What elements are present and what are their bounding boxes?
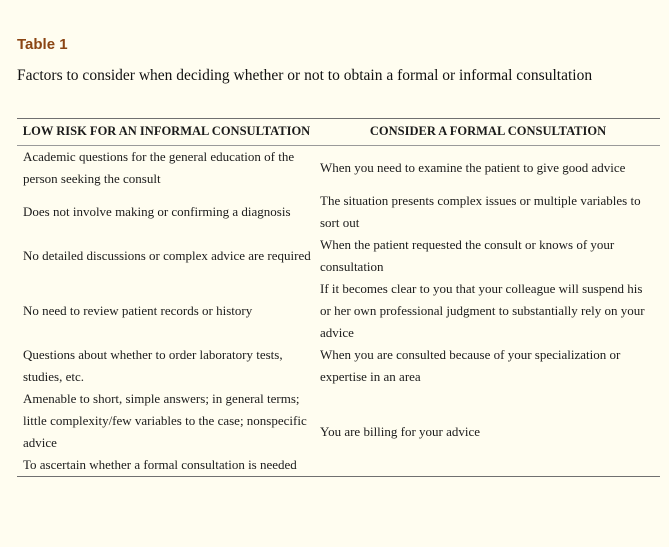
header-formal: CONSIDER A FORMAL CONSULTATION bbox=[316, 119, 660, 146]
table-row bbox=[17, 234, 660, 278]
formal-cell: When the patient requested the consult or knows of your consultation bbox=[320, 237, 615, 274]
informal-cell: Amenable to short, simple answers; in general terms; little complexity/few variables to the case; nonspecific advice bbox=[23, 391, 307, 450]
informal-cell: Questions about whether to order laboratory tests, studies, etc. bbox=[23, 347, 283, 384]
formal-cell: The situation presents complex issues or multiple variables to sort out bbox=[320, 193, 641, 230]
formal-cell: When you need to examine the patient to give good advice bbox=[320, 160, 626, 175]
consultation-table-container bbox=[17, 118, 660, 477]
table-header-row bbox=[17, 119, 660, 146]
informal-cell: No need to review patient records or history bbox=[23, 303, 253, 318]
table-row bbox=[17, 190, 660, 234]
header-informal: LOW RISK FOR AN INFORMAL CONSULTATION bbox=[17, 119, 316, 146]
formal-cell: When you are consulted because of your specialization or expertise in an area bbox=[320, 347, 621, 384]
table-row bbox=[17, 146, 660, 191]
table-title: Table 1 bbox=[17, 36, 68, 53]
table-caption: Factors to consider when deciding whether or not to obtain a formal or informal consultation bbox=[17, 67, 593, 84]
informal-cell: Academic questions for the general education of the person seeking the consult bbox=[23, 149, 295, 186]
table-row bbox=[17, 388, 660, 454]
table-row bbox=[17, 344, 660, 388]
consultation-factors-table bbox=[17, 118, 660, 477]
informal-cell: To ascertain whether a formal consultation is needed bbox=[23, 457, 297, 472]
informal-cell: Does not involve making or confirming a diagnosis bbox=[23, 204, 291, 219]
informal-cell: No detailed discussions or complex advice are required bbox=[23, 248, 311, 263]
formal-cell: You are billing for your advice bbox=[320, 424, 481, 439]
formal-cell: If it becomes clear to you that your colleague will suspend his or her own professional judgment to substantially rely on your advice bbox=[320, 281, 645, 340]
table-row bbox=[17, 278, 660, 344]
